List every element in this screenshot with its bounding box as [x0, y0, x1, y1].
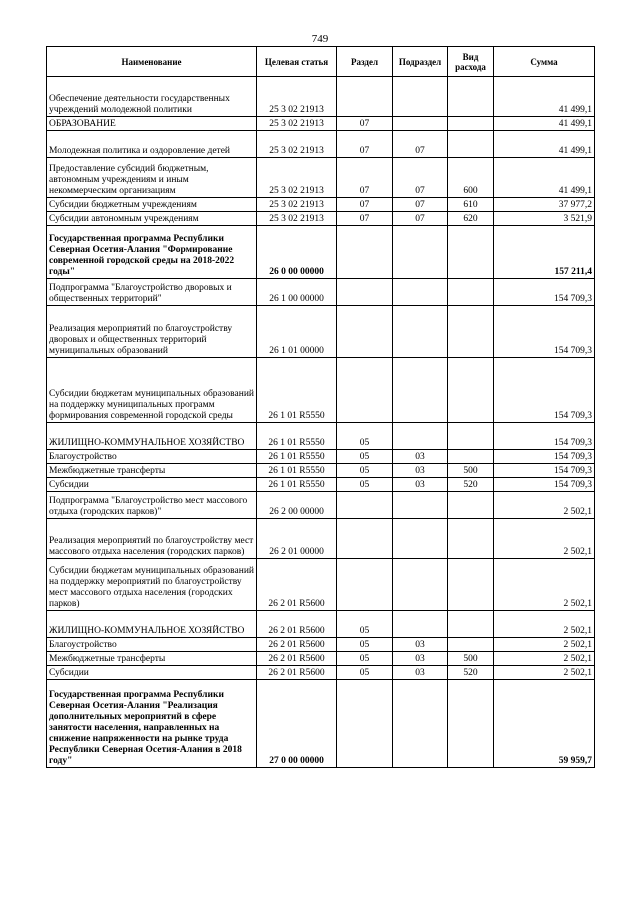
cell-section — [337, 226, 393, 279]
cell-code: 26 1 01 R5550 — [257, 358, 337, 423]
cell-expense-type — [448, 306, 494, 358]
cell-amount: 154 709,3 — [494, 450, 595, 464]
cell-amount: 2 502,1 — [494, 652, 595, 666]
cell-amount: 154 709,3 — [494, 478, 595, 492]
cell-subsection — [393, 519, 448, 559]
cell-expense-type — [448, 450, 494, 464]
table-row — [47, 306, 595, 358]
cell-code: 25 3 02 21913 — [257, 158, 337, 198]
cell-code: 26 1 01 R5550 — [257, 450, 337, 464]
cell-name: Реализация мероприятий по благоустройству мест массового отдыха населения (городских парков) — [47, 519, 257, 559]
cell-name: Субсидии бюджетам муниципальных образований на поддержку мероприятий по благоустройству мест массового отдыха населения (городских парков) — [47, 559, 257, 611]
table-row — [47, 423, 595, 450]
cell-expense-type — [448, 423, 494, 450]
cell-code: 26 2 00 00000 — [257, 492, 337, 519]
cell-subsection — [393, 492, 448, 519]
cell-expense-type — [448, 131, 494, 158]
cell-code: 26 1 00 00000 — [257, 279, 337, 306]
cell-section — [337, 306, 393, 358]
cell-subsection: 07 — [393, 158, 448, 198]
cell-name: Благоустройство — [47, 450, 257, 464]
cell-section: 05 — [337, 464, 393, 478]
cell-name: Межбюджетные трансферты — [47, 652, 257, 666]
cell-section — [337, 492, 393, 519]
cell-code: 27 0 00 00000 — [257, 680, 337, 768]
table-row — [47, 131, 595, 158]
cell-code: 26 2 01 00000 — [257, 519, 337, 559]
cell-section: 05 — [337, 423, 393, 450]
cell-expense-type — [448, 117, 494, 131]
cell-name: Субсидии бюджетным учреждениям — [47, 198, 257, 212]
cell-amount: 59 959,7 — [494, 680, 595, 768]
cell-name: Благоустройство — [47, 638, 257, 652]
cell-subsection — [393, 611, 448, 638]
cell-amount: 2 502,1 — [494, 519, 595, 559]
cell-code: 26 1 01 00000 — [257, 306, 337, 358]
table-row — [47, 117, 595, 131]
header-code: Целевая статья — [257, 47, 337, 77]
header-name: Наименование — [47, 47, 257, 77]
cell-code: 26 1 01 R5550 — [257, 423, 337, 450]
cell-code: 26 2 01 R5600 — [257, 611, 337, 638]
header-amount: Сумма — [494, 47, 595, 77]
cell-expense-type: 500 — [448, 464, 494, 478]
cell-code: 26 2 01 R5600 — [257, 652, 337, 666]
cell-expense-type — [448, 279, 494, 306]
cell-code: 26 2 01 R5600 — [257, 559, 337, 611]
cell-section — [337, 279, 393, 306]
cell-amount: 41 499,1 — [494, 117, 595, 131]
cell-section — [337, 559, 393, 611]
cell-subsection — [393, 559, 448, 611]
cell-expense-type: 520 — [448, 666, 494, 680]
cell-amount: 41 499,1 — [494, 131, 595, 158]
cell-code: 25 3 02 21913 — [257, 117, 337, 131]
cell-section — [337, 519, 393, 559]
cell-amount: 154 709,3 — [494, 358, 595, 423]
cell-amount: 3 521,9 — [494, 212, 595, 226]
cell-subsection: 03 — [393, 478, 448, 492]
cell-amount: 2 502,1 — [494, 666, 595, 680]
page-number: 749 — [311, 33, 329, 45]
cell-amount: 2 502,1 — [494, 638, 595, 652]
cell-code: 26 2 01 R5600 — [257, 666, 337, 680]
table-row — [47, 198, 595, 212]
cell-expense-type: 500 — [448, 652, 494, 666]
cell-code: 25 3 02 21913 — [257, 77, 337, 117]
budget-table — [46, 46, 595, 768]
cell-amount: 37 977,2 — [494, 198, 595, 212]
cell-expense-type: 620 — [448, 212, 494, 226]
cell-subsection: 07 — [393, 212, 448, 226]
cell-subsection: 07 — [393, 198, 448, 212]
cell-subsection — [393, 226, 448, 279]
cell-subsection — [393, 306, 448, 358]
cell-expense-type — [448, 519, 494, 559]
cell-name: Подпрограмма "Благоустройство мест массового отдыха (городских парков)" — [47, 492, 257, 519]
cell-name: Субсидии автономным учреждениям — [47, 212, 257, 226]
cell-section: 05 — [337, 450, 393, 464]
cell-expense-type: 610 — [448, 198, 494, 212]
cell-subsection — [393, 680, 448, 768]
table-row — [47, 638, 595, 652]
table-row — [47, 358, 595, 423]
cell-subsection: 03 — [393, 450, 448, 464]
cell-section — [337, 358, 393, 423]
cell-name: ЖИЛИЩНО-КОММУНАЛЬНОЕ ХОЗЯЙСТВО — [47, 611, 257, 638]
cell-amount: 154 709,3 — [494, 279, 595, 306]
cell-name: ЖИЛИЩНО-КОММУНАЛЬНОЕ ХОЗЯЙСТВО — [47, 423, 257, 450]
cell-section: 05 — [337, 611, 393, 638]
cell-expense-type — [448, 638, 494, 652]
cell-expense-type: 600 — [448, 158, 494, 198]
cell-section: 05 — [337, 478, 393, 492]
cell-amount: 154 709,3 — [494, 306, 595, 358]
cell-name: Субсидии — [47, 666, 257, 680]
cell-expense-type — [448, 77, 494, 117]
cell-section: 07 — [337, 158, 393, 198]
cell-name: Межбюджетные трансферты — [47, 464, 257, 478]
cell-code: 26 0 00 00000 — [257, 226, 337, 279]
cell-subsection: 07 — [393, 131, 448, 158]
cell-code: 25 3 02 21913 — [257, 198, 337, 212]
header-expense-type: Вид расхода — [448, 47, 494, 77]
table-row — [47, 611, 595, 638]
table-row — [47, 559, 595, 611]
cell-section: 07 — [337, 131, 393, 158]
cell-name: Реализация мероприятий по благоустройству дворовых и общественных территорий муниципальных образований — [47, 306, 257, 358]
cell-section: 07 — [337, 212, 393, 226]
cell-expense-type — [448, 611, 494, 638]
cell-expense-type — [448, 559, 494, 611]
cell-section — [337, 77, 393, 117]
table-row — [47, 652, 595, 666]
cell-subsection — [393, 423, 448, 450]
cell-section: 05 — [337, 638, 393, 652]
cell-subsection — [393, 279, 448, 306]
cell-expense-type: 520 — [448, 478, 494, 492]
cell-amount: 41 499,1 — [494, 77, 595, 117]
table-row — [47, 492, 595, 519]
table-row — [47, 158, 595, 198]
cell-subsection — [393, 117, 448, 131]
cell-amount: 2 502,1 — [494, 559, 595, 611]
table-row — [47, 450, 595, 464]
cell-name: Предоставление субсидий бюджетным, автономным учреждениям и иным некоммерческим организациям — [47, 158, 257, 198]
cell-name: Субсидии — [47, 478, 257, 492]
cell-amount: 154 709,3 — [494, 464, 595, 478]
cell-subsection: 03 — [393, 638, 448, 652]
cell-section — [337, 680, 393, 768]
cell-subsection: 03 — [393, 666, 448, 680]
cell-section: 05 — [337, 652, 393, 666]
cell-name: Государственная программа Республики Северная Осетия-Алания "Реализация дополнительных мероприятий в сфере занятости населения, направленных на снижение напряженности на рынке труда Республики Северная Осетия-Алания в 2018 году" — [47, 680, 257, 768]
cell-amount: 157 211,4 — [494, 226, 595, 279]
cell-amount: 154 709,3 — [494, 423, 595, 450]
cell-name: Государственная программа Республики Северная Осетия-Алания "Формирование современной городской среды на 2018-2022 годы" — [47, 226, 257, 279]
cell-name: Обеспечение деятельности государственных учреждений молодежной политики — [47, 77, 257, 117]
cell-amount: 2 502,1 — [494, 492, 595, 519]
header-subsection: Подраздел — [393, 47, 448, 77]
cell-code: 26 1 01 R5550 — [257, 478, 337, 492]
cell-expense-type — [448, 680, 494, 768]
table-row — [47, 478, 595, 492]
cell-subsection: 03 — [393, 464, 448, 478]
table-row — [47, 680, 595, 768]
cell-code: 25 3 02 21913 — [257, 212, 337, 226]
table-body — [47, 77, 595, 768]
cell-name: ОБРАЗОВАНИЕ — [47, 117, 257, 131]
cell-expense-type — [448, 492, 494, 519]
table-row — [47, 226, 595, 279]
table-header-row — [47, 47, 595, 77]
cell-name: Субсидии бюджетам муниципальных образований на поддержку муниципальных программ формирования современной городской среды — [47, 358, 257, 423]
table-row — [47, 77, 595, 117]
cell-amount: 2 502,1 — [494, 611, 595, 638]
table-row — [47, 464, 595, 478]
table-row — [47, 666, 595, 680]
table-row — [47, 279, 595, 306]
cell-code: 26 1 01 R5550 — [257, 464, 337, 478]
cell-expense-type — [448, 358, 494, 423]
table-row — [47, 519, 595, 559]
cell-section: 07 — [337, 198, 393, 212]
table-row — [47, 212, 595, 226]
cell-name: Подпрограмма "Благоустройство дворовых и общественных территорий" — [47, 279, 257, 306]
cell-expense-type — [448, 226, 494, 279]
cell-subsection — [393, 77, 448, 117]
cell-code: 26 2 01 R5600 — [257, 638, 337, 652]
cell-code: 25 3 02 21913 — [257, 131, 337, 158]
cell-amount: 41 499,1 — [494, 158, 595, 198]
cell-subsection: 03 — [393, 652, 448, 666]
cell-section: 07 — [337, 117, 393, 131]
cell-subsection — [393, 358, 448, 423]
cell-section: 05 — [337, 666, 393, 680]
cell-name: Молодежная политика и оздоровление детей — [47, 131, 257, 158]
header-section: Раздел — [337, 47, 393, 77]
